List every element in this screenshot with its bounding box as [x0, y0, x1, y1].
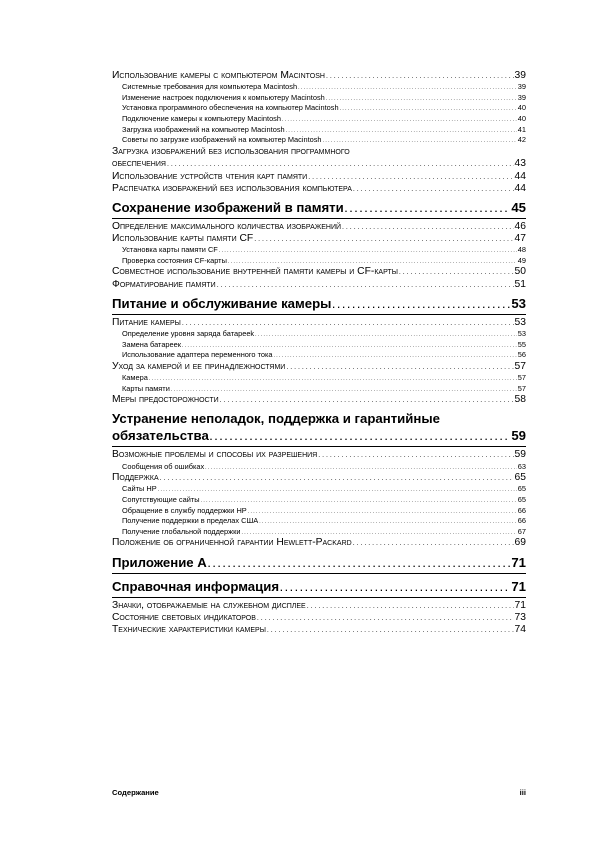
toc-entry-title: Сопутствующие сайты: [122, 494, 200, 504]
toc-chapter-line1[interactable]: [112, 410, 526, 427]
table-of-contents: [112, 70, 526, 636]
dot-leader: [201, 496, 517, 506]
toc-entry-page: 41: [517, 124, 526, 134]
dot-leader: [318, 450, 513, 461]
toc-entry-title: Сохранение изображений в памяти: [112, 199, 344, 215]
dot-leader: [280, 579, 510, 596]
toc-entry-page: 40: [517, 103, 526, 113]
toc-entry-page: 51: [514, 278, 526, 290]
toc-entry-title: Определение максимального количества изображений: [112, 220, 342, 232]
toc-section[interactable]: [112, 394, 526, 406]
dot-leader: [228, 257, 517, 267]
toc-entry-page: 44: [514, 182, 526, 194]
dot-leader: [332, 296, 510, 313]
toc-section[interactable]: [112, 317, 526, 329]
toc-chapter[interactable]: [112, 295, 526, 313]
toc-subsection[interactable]: [112, 527, 526, 538]
dot-leader: [160, 473, 514, 484]
toc-subsection[interactable]: [112, 462, 526, 473]
toc-subsection[interactable]: [112, 340, 526, 351]
toc-section[interactable]: [112, 279, 526, 291]
toc-entry-page: 66: [517, 505, 526, 515]
toc-section[interactable]: [112, 158, 526, 170]
toc-subsection[interactable]: [112, 350, 526, 361]
dot-leader: [257, 613, 514, 624]
toc-entry-title: Системные требования для компьютера Macintosh: [122, 82, 298, 92]
chapter-divider: [112, 314, 526, 315]
toc-section[interactable]: [112, 70, 526, 82]
dot-leader: [149, 374, 517, 384]
toc-entry-page: 44: [514, 170, 526, 182]
toc-entry-title: Справочная информация: [112, 578, 280, 594]
toc-subsection[interactable]: [112, 516, 526, 527]
toc-entry-page: 53: [517, 329, 526, 339]
toc-entry-page: 48: [517, 245, 526, 255]
toc-entry-title: Камера: [122, 373, 148, 382]
dot-leader: [340, 104, 517, 114]
dot-leader: [182, 318, 514, 329]
toc-entry-page: 71: [514, 599, 526, 611]
toc-entry-title: Питание и обслуживание камеры: [112, 295, 332, 311]
toc-entry-title: Распечатка изображений без использования компьютера: [112, 182, 352, 194]
chapter-divider: [112, 446, 526, 447]
dot-leader: [220, 395, 514, 406]
toc-entry-page: 50: [514, 266, 526, 278]
toc-entry-page: 63: [517, 461, 526, 471]
dot-leader: [158, 485, 517, 495]
toc-subsection[interactable]: [112, 82, 526, 93]
toc-subsection[interactable]: [112, 506, 526, 517]
dot-leader: [323, 136, 517, 146]
toc-entry-page: 56: [517, 350, 526, 360]
toc-entry-title: Загрузка изображений на компьютер Macintosh: [122, 124, 285, 134]
toc-entry-page: 59: [511, 428, 526, 444]
toc-entry-title: Получение поддержки в пределах США: [122, 516, 259, 526]
toc-section[interactable]: [112, 624, 526, 636]
toc-entry-page: 55: [517, 339, 526, 349]
toc-section[interactable]: [112, 472, 526, 484]
toc-entry-page: 58: [514, 394, 526, 406]
dot-leader: [274, 351, 517, 361]
toc-entry-title: Использование карты памяти CF: [112, 233, 254, 245]
toc-entry-page: 65: [517, 484, 526, 494]
toc-subsection[interactable]: [112, 384, 526, 395]
dot-leader: [308, 172, 513, 183]
toc-section[interactable]: [112, 183, 526, 195]
toc-entry-title: Форматирование памяти: [112, 278, 216, 290]
dot-leader: [210, 428, 511, 445]
toc-entry-title: Приложение A: [112, 554, 207, 570]
toc-subsection[interactable]: [112, 103, 526, 114]
toc-section[interactable]: [112, 600, 526, 612]
toc-entry-title: Поддержка: [112, 472, 159, 484]
toc-entry-page: 74: [514, 623, 526, 635]
toc-entry-page: 65: [517, 494, 526, 504]
toc-entry-title: Использование устройств чтения карт памяти: [112, 170, 308, 182]
toc-entry-title: Устранение неполадок, поддержка и гарантийные: [112, 411, 440, 427]
dot-leader: [182, 341, 517, 351]
toc-entry-page: 71: [511, 554, 526, 570]
toc-entry-page: 46: [514, 220, 526, 232]
toc-entry-title: Замена батареек: [122, 339, 181, 349]
toc-entry-title: Изменение настроек подключения к компьютеру Macintosh: [122, 92, 325, 102]
toc-entry-title: Загрузка изображений без использования программного: [112, 145, 350, 157]
dot-leader: [282, 115, 517, 125]
toc-entry-title: Установка карты памяти CF: [122, 245, 218, 255]
dot-leader: [267, 625, 514, 636]
toc-entry-title: Советы по загрузке изображений на компьютер Macintosh: [122, 135, 322, 145]
toc-entry-title: Значки, отображаемые на служебном дисплее: [112, 599, 306, 611]
toc-entry-page: 43: [514, 158, 526, 170]
dot-leader: [208, 555, 510, 572]
toc-entry-page: 66: [517, 516, 526, 526]
toc-entry-title: Совместное использование внутренней памяти камеры и CF-карты: [112, 266, 398, 278]
toc-entry-page: 71: [511, 578, 526, 594]
dot-leader: [353, 538, 514, 549]
toc-section[interactable]: [112, 221, 526, 233]
toc-entry-title: Установка программного обеспечения на компьютер Macintosh: [122, 103, 339, 113]
toc-subsection[interactable]: [112, 484, 526, 495]
toc-entry-title: Обращение в службу поддержки HP: [122, 505, 247, 515]
dot-leader: [345, 200, 511, 217]
page-number: iii: [519, 788, 526, 797]
toc-entry-title: Состояние световых индикаторов: [112, 611, 256, 623]
toc-entry-page: 49: [517, 255, 526, 265]
toc-chapter[interactable]: [112, 199, 526, 217]
toc-entry-page: 73: [514, 611, 526, 623]
toc-entry-page: 59: [514, 449, 526, 461]
page-footer: [112, 788, 526, 797]
toc-subsection[interactable]: [112, 256, 526, 267]
toc-subsection[interactable]: [112, 495, 526, 506]
toc-entry-page: 57: [517, 373, 526, 382]
dot-leader: [205, 463, 517, 473]
toc-section[interactable]: [112, 449, 526, 461]
dot-leader: [399, 267, 514, 278]
footer-section-title: Содержание: [112, 788, 159, 797]
toc-subsection[interactable]: [112, 245, 526, 256]
toc-entry-title: Проверка состояния CF-карты: [122, 255, 227, 265]
dot-leader: [286, 126, 517, 136]
toc-subsection[interactable]: [112, 93, 526, 104]
toc-entry-title: Сайты HP: [122, 484, 157, 494]
toc-entry-title: Положение об ограниченной гарантии Hewlett-Packard: [112, 537, 352, 549]
toc-chapter[interactable]: [112, 427, 526, 445]
toc-section[interactable]: [112, 171, 526, 183]
chapter-divider: [112, 573, 526, 574]
dot-leader: [248, 507, 517, 517]
dot-leader: [219, 246, 517, 256]
toc-entry-title: Возможные проблемы и способы их разрешения: [112, 449, 318, 461]
toc-subsection[interactable]: [112, 125, 526, 136]
toc-entry-page: 67: [517, 526, 526, 536]
toc-entry-page: 42: [517, 135, 526, 145]
toc-entry-title: Подключение камеры к компьютеру Macintosh: [122, 113, 281, 123]
toc-section[interactable]: [112, 612, 526, 624]
toc-entry-page: 39: [514, 70, 526, 81]
toc-subsection[interactable]: [112, 373, 526, 384]
toc-entry-title: Уход за камерой и ее принадлежностями: [112, 360, 286, 372]
toc-entry-title: Питание камеры: [112, 316, 181, 328]
toc-section-line1[interactable]: [112, 146, 526, 159]
toc-section[interactable]: [112, 233, 526, 245]
toc-entry-page: 39: [517, 82, 526, 92]
chapter-divider: [112, 218, 526, 219]
toc-subsection[interactable]: [112, 329, 526, 340]
dot-leader: [259, 517, 517, 527]
dot-leader: [342, 222, 514, 233]
dot-leader: [171, 385, 517, 395]
toc-chapter[interactable]: [112, 578, 526, 596]
toc-entry-page: 39: [517, 92, 526, 102]
toc-section[interactable]: [112, 266, 526, 278]
toc-entry-title: Использование камеры с компьютером Macintosh: [112, 70, 325, 81]
dot-leader: [326, 94, 517, 104]
toc-entry-title: обязательства: [112, 428, 209, 444]
dot-leader: [241, 528, 516, 538]
toc-entry-title: Меры предосторожности: [112, 394, 219, 406]
toc-entry-title: Технические характеристики камеры: [112, 623, 266, 635]
toc-entry-page: 53: [514, 316, 526, 328]
toc-section[interactable]: [112, 537, 526, 549]
toc-entry-title: Использование адаптера переменного тока: [122, 350, 273, 360]
toc-subsection[interactable]: [112, 114, 526, 125]
toc-entry-page: 65: [514, 472, 526, 484]
toc-entry-title: Получение глобальной поддержки: [122, 526, 241, 536]
dot-leader: [254, 234, 513, 245]
dot-leader: [217, 280, 514, 291]
dot-leader: [255, 330, 517, 340]
toc-entry-title: обеспечения: [112, 158, 166, 170]
toc-entry-page: 40: [517, 113, 526, 123]
chapter-divider: [112, 597, 526, 598]
dot-leader: [353, 184, 514, 195]
toc-entry-title: Определение уровня заряда батарееk: [122, 329, 255, 339]
toc-entry-title: Сообщения об ошибках: [122, 461, 205, 471]
toc-entry-page: 69: [514, 537, 526, 549]
toc-section[interactable]: [112, 361, 526, 373]
toc-entry-page: 47: [514, 233, 526, 245]
toc-subsection[interactable]: [112, 135, 526, 146]
toc-entry-page: 45: [511, 199, 526, 215]
dot-leader: [307, 601, 514, 612]
toc-entry-page: 53: [511, 295, 526, 311]
toc-entry-page: 57: [517, 383, 526, 393]
dot-leader: [298, 83, 517, 93]
dot-leader: [167, 159, 514, 170]
toc-entry-title: Карты памяти: [122, 383, 170, 393]
dot-leader: [286, 362, 513, 373]
toc-entry-page: 57: [514, 360, 526, 372]
toc-chapter[interactable]: [112, 554, 526, 572]
dot-leader: [326, 71, 514, 82]
